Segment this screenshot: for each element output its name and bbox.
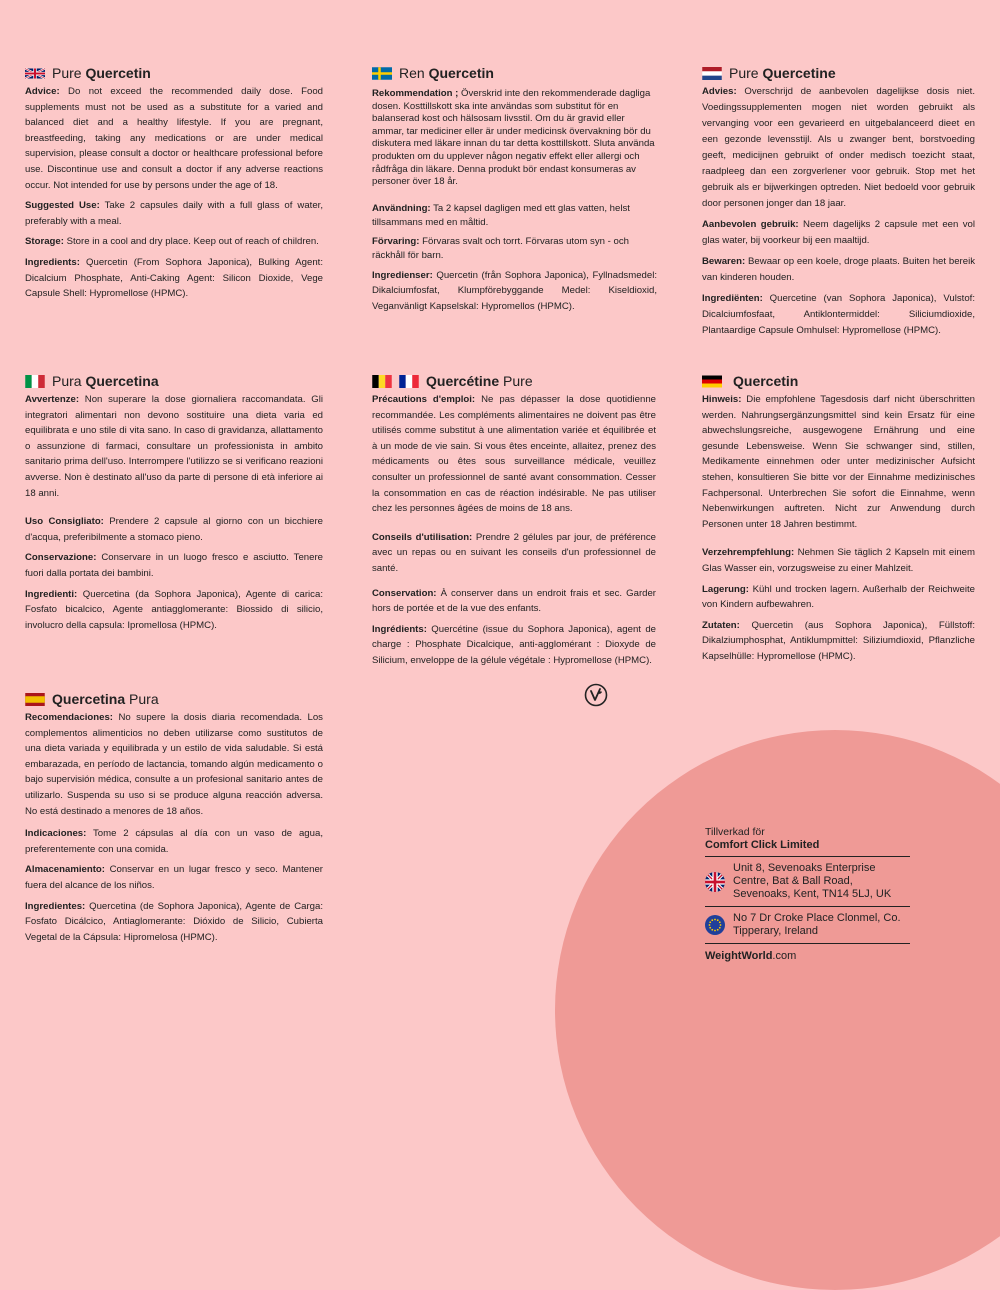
company-address-block	[705, 826, 910, 963]
german-title-bold: Quercetin	[733, 373, 799, 389]
spanish-use: Indicaciones: Tome 2 cápsulas al día con un vaso de agua, preferentemente con una comida.	[25, 828, 323, 855]
german-advice: Hinweis: Die empfohlene Tagesdosis darf nicht überschritten werden. Nahrungsergänzungsmittel sind kein Ersatz für eine abwechslungsreiche, ausgewogene Ernährung und eine gesunde Lebensweise. Wenn Sie schwanger sind, stillen, Medikamente einnehmen oder unter medizinischer Aufsicht stehen, konsultieren Sie bitte vor der Einnahme medizinisches Fachpersonal. Unterbrechen Sie sofort die Einnahme, wenn Nebenwirkungen auftreten. Nicht zur Anwendung durch Personen unter 18 Jahren bestimmt.	[702, 394, 975, 530]
italian-title-bold: Quercetina	[85, 373, 159, 389]
dutch-heading	[702, 64, 975, 82]
french-ingredients: Ingrédients: Quercétine (issue du Sophora Japonica), agent de charge : Phosphate Dicalcique, anti-agglomérant : Dioxyde de Silicium, enveloppe de la gélule végétale : Hypromellose (HPMC).	[372, 623, 656, 666]
german-use: Verzehrempfehlung: Nehmen Sie täglich 2 Kapseln mit einem Glas Wasser ein, vorzugsweise zu einer Mahlzeit.	[702, 547, 976, 574]
sweden-flag-icon	[372, 67, 392, 80]
german-storage: Lagerung: Kühl und trocken lagern. Außerhalb der Reichweite von Kindern aufbewahren.	[702, 583, 975, 611]
decorative-circle	[555, 730, 1000, 1290]
german-ingredients: Zutaten: Quercetin (aus Sophora Japonica), Füllstoff: Dikalziumphosphat, Antiklumpmittel: Siliziumdioxid, Pflanzliche Kapselhülle: Hypromellose (HPMC).	[702, 619, 975, 662]
italian-use: Uso Consigliato: Prendere 2 capsule al giorno con un bicchiere d'acqua, preferibilmente a stomaco pieno.	[25, 516, 323, 543]
french-use: Conseils d'utilisation: Prendre 2 gélules par jour, de préférence avec un repas ou en suivant les conseils d'un professionnel de santé.	[372, 531, 656, 574]
dutch-title-bold: Quercetine	[762, 65, 836, 81]
german-section	[702, 372, 975, 670]
swedish-ingredients: Ingredienser: Quercetin (från Sophora Japonica), Fyllnadsmedel: Dikalciumfosfat, Klumpförebyggande Medel: Kiseldioxid, Veganvänligt Kapselskal: Hypromellos (HPMC).	[372, 269, 657, 312]
french-section	[372, 372, 656, 674]
english-title-light: Pure	[52, 65, 82, 81]
english-heading	[25, 64, 323, 82]
uk-flag-icon	[25, 67, 45, 80]
uk-address: Unit 8, Sevenoaks Enterprise Centre, Bat & Ball Road, Sevenoaks, Kent, TN14 5LJ, UK	[733, 862, 892, 900]
italian-ingredients: Ingredienti: Quercetina (da Sophora Japonica), Agente di carica: Fosfato bicalcico, Agente antiagglomerante: Biossido di silicio, involucro della capsula: Ipromellosa (HPMC).	[25, 588, 323, 631]
eu-flag-icon	[705, 915, 725, 935]
ireland-address-row	[705, 906, 910, 943]
spanish-storage: Almacenamiento: Conservar en un lugar fresco y seco. Mantener fuera del alcance de los niños.	[25, 864, 323, 891]
swedish-advice: Rekommendation ; Överskrid inte den rekommenderade dagliga dosen. Kosttillskott ska inte användas som substitut för en balanserad kost och hälsosam livsstil. Om du är gravid eller ammar, tar mediciner eller är under medicinsk övervakning bör du diskutera med läkare innan du tar detta kosttillskott. Sluta använda produkten om du upplever någon negativ effekt eller allergi och rådfråga din läkare. Denna produkt bör endast konsumeras av personer över 18 år.	[372, 88, 655, 188]
netherlands-flag-icon	[702, 67, 722, 80]
french-title-light: Pure	[503, 373, 533, 389]
french-heading	[372, 372, 656, 390]
france-flag-icon	[399, 375, 419, 388]
spanish-heading	[25, 690, 323, 708]
english-advice: Advice: Do not exceed the recommended daily dose. Food supplements must not be used as a substitute for a varied and balanced diet and a healthy lifestyle. If you are pregnant, breastfeeding, taking any medications or are under medical supervision, please consult a doctor or healthcare professional before use. Discontinue use and consult a doctor if any adverse reactions occur. Not intended for use by persons under the age of 18.	[25, 86, 323, 191]
french-storage: Conservation: À conserver dans un endroit frais et sec. Garder hors de portée et de la vue des enfants.	[372, 587, 657, 615]
german-heading	[702, 372, 975, 390]
dutch-section	[702, 64, 975, 344]
english-storage: Storage: Store in a cool and dry place. Keep out of reach of children.	[25, 236, 319, 248]
italy-flag-icon	[25, 375, 45, 388]
italian-title-light: Pura	[52, 373, 82, 389]
spanish-title-bold: Quercetina	[52, 691, 126, 707]
italian-advice: Avvertenze: Non superare la dose giornaliera raccomandata. Gli integratori alimentari non devono sostituire una dieta varia ed equilibrata e uno stile di vita sano. In caso di gravidanza, allattamento o assunzione di farmaci, consultare un professionista in ambito sanitario prima dell'uso. Interrompere l'utilizzo se si verificano reazioni avverse. Non è destinato all'uso da parte di persone di età inferiore ai 18 anni.	[25, 394, 323, 499]
italian-storage: Conservazione: Conservare in un luogo fresco e asciutto. Tenere fuori dalla portata dei bambini.	[25, 552, 323, 579]
germany-flag-icon	[702, 375, 722, 388]
english-section	[25, 64, 323, 307]
french-title-bold: Quercétine	[426, 373, 500, 389]
french-advice: Précautions d'emploi: Ne pas dépasser la dose quotidienne recommandée. Les compléments alimentaires ne doivent pas être utilisés comme substitut à une alimentation variée et équilibrée et à un mode de vie sain. Si vous êtes enceinte, allaitez, prenez des médicaments ou êtes sous surveillance médicale, veuillez consulter un professionnel de santé avant consommation. Cesser la consommation en cas de réaction indésirable. Ne pas utiliser chez les personnes âgées de moins de 18 ans.	[372, 394, 656, 515]
uk-flag-round-icon	[705, 872, 725, 892]
dutch-advice: Advies: Overschrijd de aanbevolen dagelijkse dosis niet. Voedingssupplementen mogen niet worden gebruikt als vervanging voor een gevarieerd en uitgebalanceerd dieet en een gezonde levensstijl. Als u zwanger bent, borstvoeding geeft, medicijnen gebruikt of onder medisch toezicht staat, raadpleeg dan een zorgverlener voor gebruik. Stop met het gebruik als er bijwerkingen optreden. Niet bedoeld voor gebruik door personen jonger dan 18 jaar.	[702, 86, 975, 209]
belgium-flag-icon	[372, 375, 392, 388]
spanish-section	[25, 690, 323, 950]
uk-address-row	[705, 856, 910, 906]
brand-website: WeightWorld.com	[705, 943, 910, 963]
spanish-title-light: Pura	[129, 691, 159, 707]
made-for-label: Tillverkad för	[705, 826, 765, 838]
spanish-advice: Recomendaciones: No supere la dosis diaria recomendada. Los complementos alimenticios no deben utilizarse como sustitutos de una dieta variada y equilibrada y un estilo de vida saludable. Si está embarazada, en período de lactancia, tomando algún medicamento o bajo supervisión médica, consulte a un profesional sanitario antes de utilizarlo. Suspenda su uso si se produce alguna reacción adversa. No está destinado a menores de 18 años.	[25, 712, 323, 817]
swedish-title-bold: Quercetin	[428, 65, 494, 81]
dutch-storage: Bewaren: Bewaar op een koele, droge plaats. Buiten het bereik van kinderen houden.	[702, 256, 975, 283]
spanish-ingredients: Ingredientes: Quercetina (de Sophora Japonica), Agente de Carga: Fosfato Dicálcico, Antiaglomerante: Dióxido de Silicio, Cubierta Vegetal de la Cápsula: Hipromelosa (HPMC).	[25, 900, 323, 943]
swedish-storage: Förvaring: Förvaras svalt och torrt. Förvaras utom syn - och räckhåll för barn.	[372, 235, 629, 261]
swedish-use: Användning: Ta 2 kapsel dagligen med ett glas vatten, helst tillsammans med en måltid.	[372, 202, 630, 228]
spain-flag-icon	[25, 693, 45, 706]
manufacturer	[705, 826, 910, 852]
swedish-title-light: Ren	[399, 65, 425, 81]
swedish-heading	[372, 64, 657, 82]
english-suggested-use: Suggested Use: Take 2 capsules daily with a full glass of water, preferably with a meal.	[25, 200, 323, 227]
swedish-section	[372, 64, 657, 320]
dutch-ingredients: Ingrediënten: Quercetine (van Sophora Japonica), Vulstof: Dicalciumfosfaat, Antiklontermiddel: Siliciumdioxide, Plantaardige Capsule Omhulsel: Hypromellose (HPMC).	[702, 293, 975, 336]
dutch-title-light: Pure	[729, 65, 759, 81]
english-title-bold: Quercetin	[85, 65, 151, 81]
italian-heading	[25, 372, 323, 390]
vegan-icon	[584, 683, 608, 707]
dutch-use: Aanbevolen gebruik: Neem dagelijks 2 capsule met een vol glas water, bij voorkeur bij een maaltijd.	[702, 219, 975, 246]
italian-section	[25, 372, 323, 638]
company-name: Comfort Click Limited	[705, 839, 820, 851]
ireland-address: No 7 Dr Croke Place Clonmel, Co. Tipperary, Ireland	[733, 912, 901, 937]
english-ingredients: Ingredients: Quercetin (From Sophora Japonica), Bulking Agent: Dicalcium Phosphate, Anti-Caking Agent: Silicon Dioxide, Vege Capsule Shell: Hypromellose (HPMC).	[25, 256, 323, 300]
